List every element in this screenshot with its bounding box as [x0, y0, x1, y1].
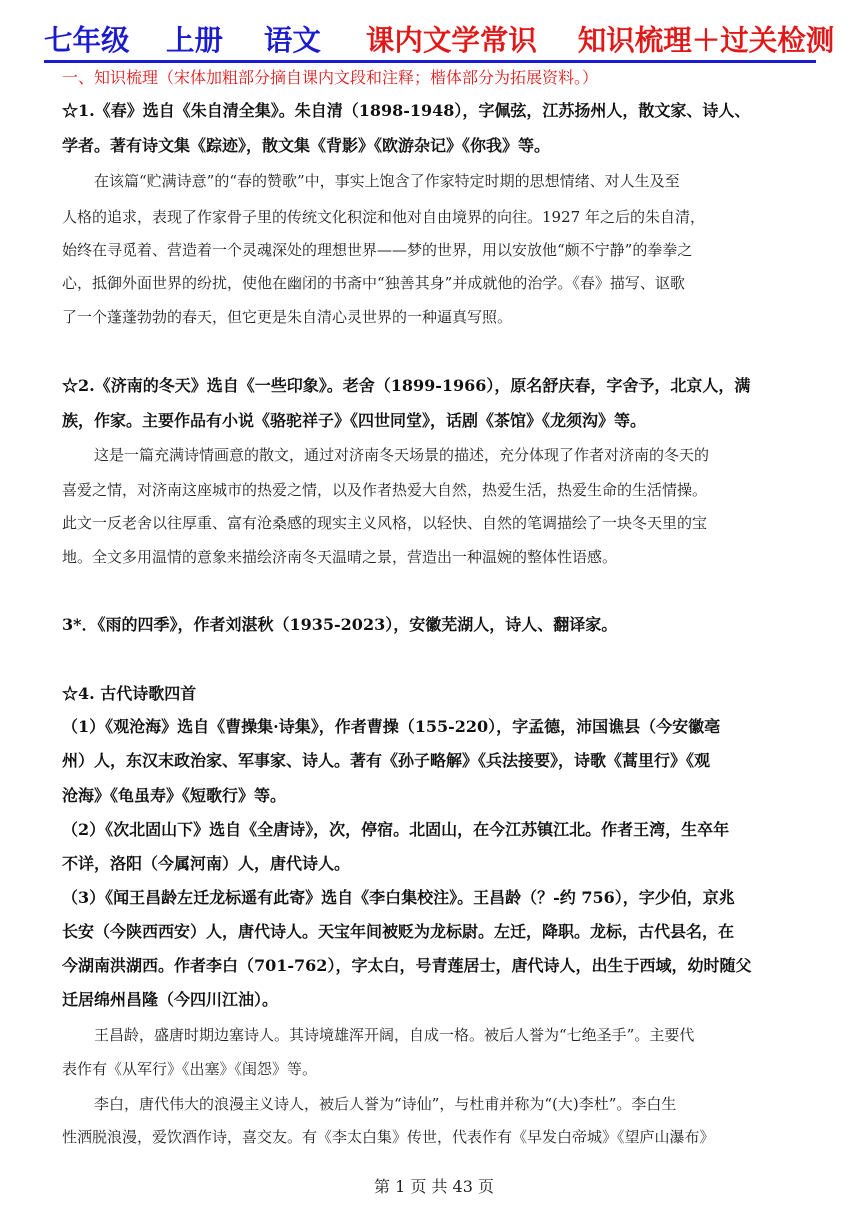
text-line: 3*．《雨的四季》，作者刘湛秋（1935-2023），安徽芜湖人，诗人、翻译家。: [62, 615, 618, 634]
text-line: ☆2.《济南的冬天》选自《一些印象》。老舍（1899-1966），原名舒庆春，字舍予，北京人，满: [62, 376, 751, 395]
text-line: 人格的追求，表现了作家骨子里的传统文化积淀和他对自由境界的向往。1927 年之后的朱自清，: [62, 208, 705, 226]
page-footer: 第 1 页 共 43 页: [374, 1177, 494, 1196]
text-line: 在该篇“贮满诗意”的“春的赞歌”中，事实上饱含了作家特定时期的思想情绪、对人生及至: [94, 172, 680, 190]
section-title: 一、知识梳理（宋体加粗部分摘自课内文段和注释；楷体部分为拓展资料。）: [62, 68, 599, 87]
text-line: 族，作家。主要作品有小说《骆驼祥子》《四世同堂》，话剧《茶馆》《龙须沟》等。: [62, 411, 647, 430]
text-line: 长安（今陕西西安）人，唐代诗人。天宝年间被贬为龙标尉。左迁，降职。龙标，古代县名，在: [62, 922, 735, 941]
text-line: （1）《观沧海》选自《曹操集·诗集》，作者曹操（155-220），字孟德，沛国谯县（今安徽亳: [62, 717, 721, 736]
header-rule: [44, 60, 816, 63]
text-line: 王昌龄，盛唐时期边塞诗人。其诗境雄浑开阔，自成一格。被后人誉为“七绝圣手”。主要代: [94, 1026, 695, 1044]
text-line: （3）《闻王昌龄左迁龙标遥有此寄》选自《李白集校注》。王昌龄（？-约 756），字少伯，京兆: [62, 888, 735, 907]
text-line: 了一个蓬蓬勃勃的春天，但它更是朱自清心灵世界的一种逼真写照。: [62, 308, 513, 326]
header-subject: 语文: [263, 23, 321, 57]
header-term: 上册: [165, 23, 223, 57]
header-type: 知识梳理＋过关检测: [577, 23, 835, 57]
text-line: 学者。著有诗文集《踪迹》，散文集《背影》《欧游杂记》《你我》等。: [62, 136, 551, 155]
text-line: 心，抵御外面世界的纷扰，使他在幽闭的书斋中“独善其身”并成就他的治学。《春》描写、讴歌: [62, 274, 685, 292]
text-line: 今湖南洪湖西。作者李白（701-762），字太白，号青莲居士，唐代诗人，出生于西域，幼时随父: [62, 956, 752, 975]
text-line: 性洒脱浪漫，爱饮酒作诗，喜交友。有《李太白集》传世，代表作有《早发白帝城》《望庐山瀑布》: [62, 1128, 715, 1146]
header-grade: 七年级: [44, 23, 130, 57]
text-line: 此文一反老舍以往厚重、富有沧桑感的现实主义风格，以轻快、自然的笔调描绘了一块冬天里的宝: [62, 514, 708, 532]
page-header: [44, 18, 834, 62]
text-line: 始终在寻觅着、营造着一个灵魂深处的理想世界——梦的世界，用以安放他“颇不宁静”的拳拳之: [62, 241, 693, 259]
text-line: 沧海》《龟虽寿》《短歌行》等。: [62, 786, 287, 805]
text-line: 李白，唐代伟大的浪漫主义诗人，被后人誉为“诗仙”，与杜甫并称为“(大)李杜”。李白生: [94, 1095, 677, 1113]
text-line: 喜爱之情，对济南这座城市的热爱之情，以及作者热爱大自然，热爱生活，热爱生命的生活情操。: [62, 481, 708, 499]
text-line: 地。全文多用温情的意象来描绘济南冬天温晴之景，营造出一种温婉的整体性语感。: [62, 548, 618, 566]
text-line: ☆1.《春》选自《朱自清全集》。朱自清（1898-1948），字佩弦，江苏扬州人，散文家、诗人、: [62, 101, 751, 120]
text-line: 这是一篇充满诗情画意的散文，通过对济南冬天场景的描述，充分体现了作者对济南的冬天的: [94, 446, 710, 464]
text-line: 州）人，东汉末政治家、军事家、诗人。著有《孙子略解》《兵法接要》，诗歌《蒿里行》《观: [62, 751, 711, 770]
text-line: ☆4. 古代诗歌四首: [62, 684, 197, 703]
header-topic: 课内文学常识: [365, 23, 537, 57]
text-line: 表作有《从军行》《出塞》《闺怨》等。: [62, 1060, 318, 1078]
text-line: 迁居绵州昌隆（今四川江油）。: [62, 990, 279, 1009]
text-line: （2）《次北固山下》选自《全唐诗》，次，停宿。北固山，在今江苏镇江北。作者王湾，生卒年: [62, 820, 730, 839]
text-line: 不详，洛阳（今属河南）人，唐代诗人。: [62, 854, 351, 873]
